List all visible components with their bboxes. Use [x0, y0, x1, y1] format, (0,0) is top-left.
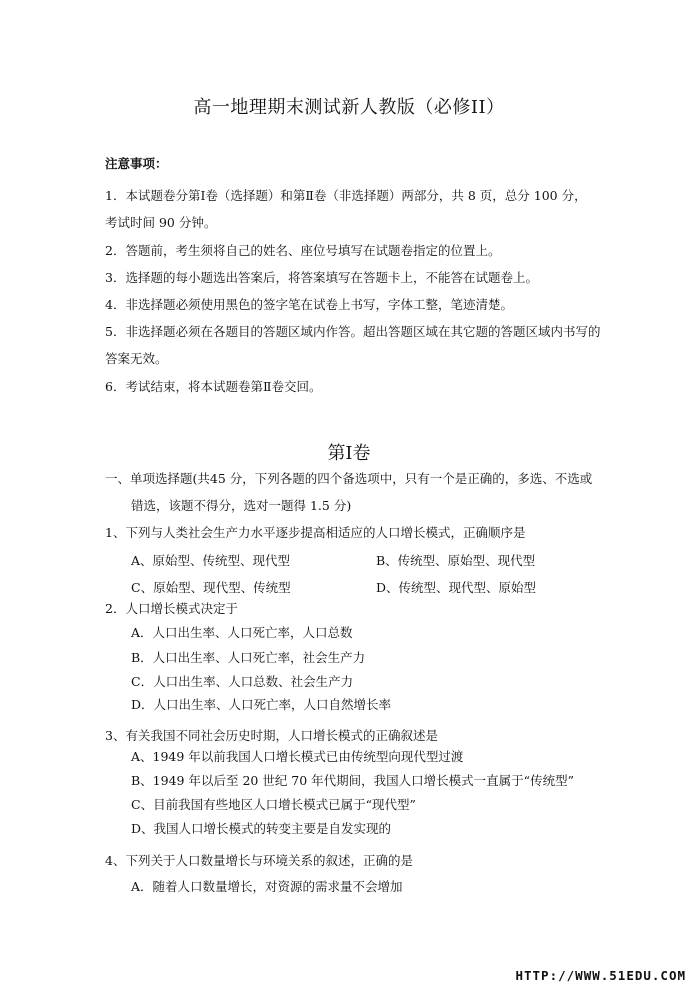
- question-option: B、1949 年以后至 20 世纪 70 年代期间，我国人口增长模式一直属于“传统型”: [131, 773, 574, 788]
- note-line: 6．考试结束，将本试题卷第Ⅱ卷交回。: [105, 379, 322, 394]
- instruction-line: 错选，该题不得分，选对一题得 1.5 分): [131, 498, 352, 513]
- section-title: 第Ⅰ卷: [327, 443, 371, 464]
- question-option: D、我国人口增长模式的转变主要是自发实现的: [131, 821, 392, 836]
- note-line: 5．非选择题必须在各题目的答题区域内作答。超出答题区域在其它题的答题区域内书写的: [105, 324, 601, 339]
- question-option: B．人口出生率、人口死亡率，社会生产力: [131, 650, 366, 665]
- question-option: A．人口出生率、人口死亡率，人口总数: [131, 625, 353, 640]
- note-line: 2．答题前，考生须将自己的姓名、座位号填写在试题卷指定的位置上。: [105, 243, 501, 258]
- question-stem: 4、下列关于人口数量增长与环境关系的叙述，正确的是: [105, 853, 413, 868]
- note-line: 答案无效。: [105, 351, 168, 366]
- footer-url: HTTP://WWW.51EDU.COM: [515, 968, 686, 983]
- question-option: C、原始型、现代型、传统型: [131, 580, 291, 595]
- question-option: A、原始型、传统型、现代型: [131, 553, 291, 568]
- question-stem: 2．人口增长模式决定于: [105, 601, 238, 616]
- question-stem: 3、有关我国不同社会历史时期，人口增长模式的正确叙述是: [105, 728, 438, 743]
- question-option: C、目前我国有些地区人口增长模式已属于“现代型”: [131, 797, 416, 812]
- question-option: C．人口出生率、人口总数、社会生产力: [131, 674, 354, 689]
- question-option: B、传统型、原始型、现代型: [376, 553, 536, 568]
- question-option: A．随着人口数量增长，对资源的需求量不会增加: [131, 879, 403, 894]
- note-line: 4．非选择题必须使用黑色的签字笔在试卷上书写，字体工整，笔迹清楚。: [105, 297, 513, 312]
- instruction-line: 一、单项选择题(共45 分，下列各题的四个备选项中，只有一个是正确的，多选、不选或: [105, 471, 593, 486]
- question-option: A、1949 年以前我国人口增长模式已由传统型向现代型过渡: [131, 749, 464, 764]
- note-line: 考试时间 90 分钟。: [105, 215, 217, 230]
- note-line: 1．本试题卷分第Ⅰ卷（选择题）和第Ⅱ卷（非选择题）两部分，共 8 页，总分 100 分，: [105, 188, 587, 203]
- page-title: 高一地理期末测试新人教版（必修II）: [193, 97, 505, 118]
- note-line: 3．选择题的每小题选出答案后，将答案填写在答题卡上，不能答在试题卷上。: [105, 270, 538, 285]
- question-stem: 1、下列与人类社会生产力水平逐步提高相适应的人口增长模式，正确顺序是: [105, 525, 526, 540]
- question-option: D．人口出生率、人口死亡率，人口自然增长率: [131, 697, 392, 712]
- question-option: D、传统型、现代型、原始型: [376, 580, 537, 595]
- notes-heading: 注意事项：: [105, 156, 168, 171]
